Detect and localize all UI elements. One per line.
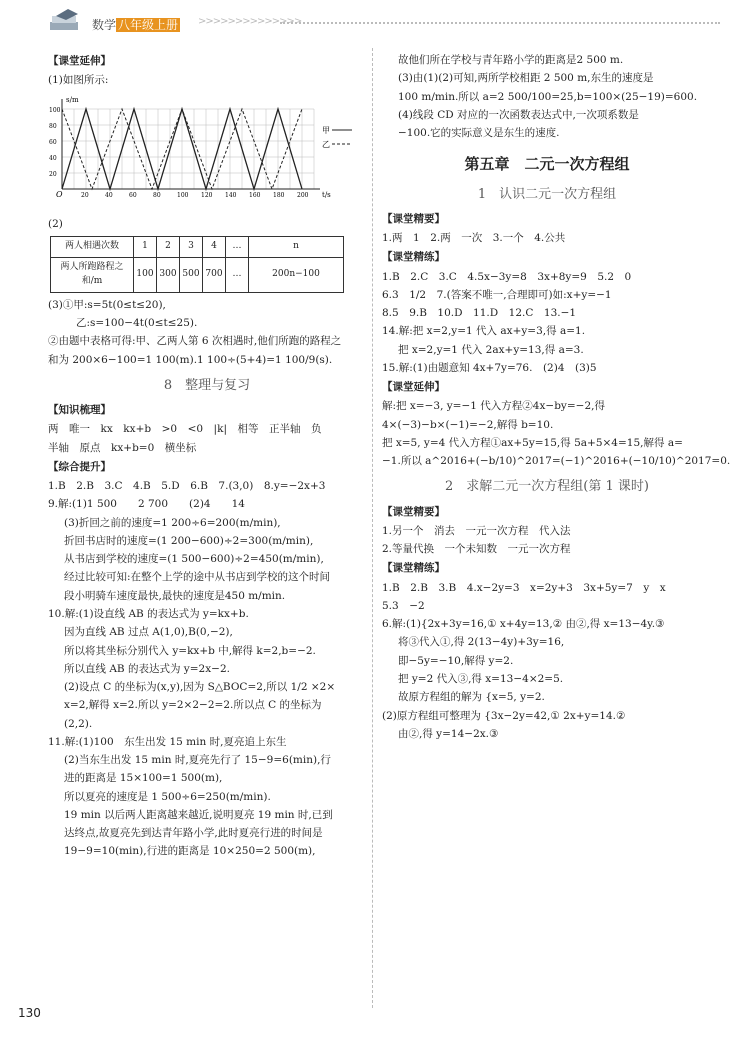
table-cell: 4 bbox=[203, 237, 226, 258]
text-line: 所以夏亮的速度是 1 500÷6=250(m/min). bbox=[64, 790, 271, 803]
text-line: 1.B 2.B 3.B 4.x−2y=3 x=2y+3 3x+5y=7 y x bbox=[382, 581, 666, 594]
text-line: 达终点,故夏亮先到达青年路小学,此时夏亮行进的时间是 bbox=[64, 827, 323, 840]
text-line: 折回书店时的速度=(1 200−600)÷2=300(m/min), bbox=[64, 534, 314, 547]
section-heading: 【课堂精练】 bbox=[382, 251, 445, 264]
table-cell: 500 bbox=[180, 258, 203, 293]
text-line: (2)设点 C 的坐标为(x,y),因为 S△BOC=2,所以 1/2 ×2× bbox=[64, 681, 336, 694]
table-cell: 1 bbox=[134, 237, 157, 258]
section-heading: 【课堂精练】 bbox=[382, 562, 445, 575]
right-column bbox=[382, 50, 731, 744]
text-line: 6.3 1/2 7.(答案不唯一,合理即可)如:x+y=−1 bbox=[382, 288, 612, 301]
text-line: (2,2). bbox=[64, 717, 93, 730]
y-ticks bbox=[49, 107, 61, 178]
text-line: 解:把 x=−3, y=−1 代入方程②4x−by=−2,得 bbox=[382, 400, 605, 413]
text-line: 9.解:(1)1 500 2 700 (2)4 14 bbox=[48, 498, 245, 511]
page-number: 130 bbox=[18, 1006, 41, 1020]
text-line: (3)①甲:s=5t(0≤t≤20), bbox=[48, 298, 166, 311]
text-line: (4)线段 CD 对应的一次函数表达式中,一次项系数是 bbox=[398, 108, 639, 121]
section-heading: 【课堂精要】 bbox=[382, 212, 445, 225]
text-line: 即−5y=−10,解得 y=2. bbox=[398, 654, 514, 667]
x-tick-label: 200 bbox=[297, 191, 309, 199]
text-line: 8.5 9.B 10.D 11.D 12.C 13.−1 bbox=[382, 307, 577, 320]
x-ticks bbox=[81, 192, 309, 199]
lesson-title: 1 认识二元一次方程组 bbox=[477, 186, 617, 202]
chapter-title: 第五章 二元一次方程组 bbox=[464, 155, 630, 174]
header-dotted-rule bbox=[280, 22, 720, 24]
legend-yi: 乙 bbox=[322, 139, 330, 149]
x-axis-label: t/s bbox=[322, 190, 331, 199]
x-tick-label: 160 bbox=[249, 191, 261, 199]
text-line: 4×(−3)−b×(−1)=−2,解得 b=10. bbox=[382, 418, 554, 431]
header-subject: 数学 bbox=[92, 18, 117, 32]
text-line: 1.另一个 消去 一元一次方程 代入法 bbox=[382, 524, 571, 537]
x-tick-label: 60 bbox=[129, 191, 137, 199]
y-axis-label: s/m bbox=[66, 95, 79, 104]
section-heading: 【知识梳理】 bbox=[48, 404, 111, 417]
text-line: 因为直线 AB 过点 A(1,0),B(0,−2), bbox=[64, 626, 233, 639]
text-line: (2)当东生出发 15 min 时,夏亮先行了 15−9=6(min),行 bbox=[64, 754, 331, 767]
text-line: 将③代入①,得 2(13−4y)+3y=16, bbox=[398, 636, 565, 649]
text-line: (3)由(1)(2)可知,两所学校相距 2 500 m,东生的速度是 bbox=[398, 72, 654, 85]
text-line: −1.所以 a^2016+(−b/10)^2017=(−1)^2016+(−10/10)^2017=0. bbox=[382, 455, 731, 468]
x-tick-label: 80 bbox=[153, 191, 161, 199]
text-line: 1.B 2.B 3.C 4.B 5.D 6.B 7.(3,0) 8.y=−2x+3 bbox=[48, 480, 326, 493]
section-heading: 【课堂精要】 bbox=[382, 505, 445, 518]
text-line: −100.它的实际意义是东生的速度. bbox=[398, 127, 560, 140]
table-cell: 200n−100 bbox=[249, 258, 344, 293]
table-row bbox=[51, 237, 344, 258]
y-tick-label: 100 bbox=[49, 106, 61, 114]
section-heading: 【综合提升】 bbox=[48, 460, 111, 473]
text-line: 2.等量代换 一个未知数 一元一次方程 bbox=[382, 543, 571, 556]
x-tick-label: 40 bbox=[105, 191, 113, 199]
table-cell: 700 bbox=[203, 258, 226, 293]
text-line: 把 y=2 代入③,得 x=13−4×2=5. bbox=[398, 672, 564, 685]
text-line: 14.解:把 x=2,y=1 代入 ax+y=3,得 a=1. bbox=[382, 325, 586, 338]
text-line: 5.3 −2 bbox=[382, 599, 425, 612]
text-line: 故他们所在学校与青年路小学的距离是2 500 m. bbox=[398, 54, 624, 66]
text-line: 1.B 2.C 3.C 4.5x−3y=8 3x+8y=9 5.2 0 bbox=[382, 270, 632, 283]
y-tick-label: 40 bbox=[49, 154, 57, 162]
text-line: (2)原方程组可整理为 {3x−2y=42,① 2x+y=14.② bbox=[382, 709, 626, 722]
text-line: (1)如图所示: bbox=[48, 74, 109, 87]
table-cell: 2 bbox=[157, 237, 180, 258]
origin-label: O bbox=[56, 189, 63, 199]
text-line: 把 x=2,y=1 代入 2ax+y=13,得 a=3. bbox=[398, 343, 584, 356]
table-cell: 100 bbox=[134, 258, 157, 293]
distance-time-graph bbox=[48, 93, 366, 203]
text-line: 6.解:(1){2x+3y=16,① x+4y=13,② 由②,得 x=13−4y.③ bbox=[382, 618, 665, 631]
x-tick-label: 140 bbox=[225, 191, 237, 199]
text-line: 19−9=10(min),行进的距离是 10×250=2 500(m), bbox=[64, 845, 316, 858]
table-cell: 3 bbox=[180, 237, 203, 258]
text-line: 10.解:(1)设直线 AB 的表达式为 y=kx+b. bbox=[48, 608, 249, 620]
text-line: (2) bbox=[48, 217, 63, 230]
text-line: 100 m/min.所以 a=2 500/100=25,b=100×(25−19)=600. bbox=[398, 90, 698, 103]
left-column bbox=[48, 50, 366, 862]
table-cell: 两人所跑路程之和/m bbox=[51, 258, 134, 293]
x-tick-label: 120 bbox=[201, 191, 213, 199]
x-tick-label: 100 bbox=[177, 191, 189, 199]
header-grade: 八年级上册 bbox=[118, 18, 179, 32]
y-tick-label: 80 bbox=[49, 122, 57, 130]
section-heading: 【课堂延伸】 bbox=[48, 55, 111, 67]
y-tick-label: 60 bbox=[49, 138, 57, 146]
y-tick-label: 20 bbox=[49, 170, 57, 178]
text-line: 19 min 以后两人距离越来越近,说明夏亮 19 min 时,已到 bbox=[64, 808, 333, 821]
text-line: 经过比较可知:在整个上学的途中从书店到学校的这个时间 bbox=[64, 571, 331, 584]
page-header bbox=[0, 0, 744, 42]
table-row bbox=[51, 258, 344, 293]
x-tick-label: 20 bbox=[81, 191, 89, 199]
x-tick-label: 180 bbox=[273, 191, 285, 199]
text-line: 所以直线 AB 的表达式为 y=2x−2. bbox=[64, 662, 230, 675]
text-line: 11.解:(1)100 东生出发 15 min 时,夏亮追上东生 bbox=[48, 735, 287, 748]
text-line: 故原方程组的解为 {x=5, y=2. bbox=[398, 691, 545, 704]
table-cell: … bbox=[226, 237, 249, 258]
text-line: 15.解:(1)由题意知 4x+7y=76. (2)4 (3)5 bbox=[382, 361, 597, 374]
text-line: 半轴 原点 kx+b=0 横坐标 bbox=[48, 441, 197, 454]
text-line: 所以将其坐标分别代入 y=kx+b 中,解得 k=2,b=−2. bbox=[64, 644, 316, 657]
text-line: 由②,得 y=14−2x.③ bbox=[398, 727, 499, 740]
header-title bbox=[92, 16, 180, 33]
table-cell: … bbox=[226, 258, 249, 293]
table-cell: 两人相遇次数 bbox=[51, 237, 134, 258]
text-line: 把 x=5, y=4 代入方程①ax+5y=15,得 5a+5×4=15,解得 a= bbox=[382, 436, 683, 449]
text-line: 和为 200×6−100=1 100(m).1 100÷(5+4)=1 100/9(s). bbox=[48, 353, 333, 366]
text-line: 两 唯一 kx kx+b >0 <0 |k| 相等 正半轴 负 bbox=[48, 423, 322, 436]
table-cell: n bbox=[249, 237, 344, 258]
text-line: 1.两 1 2.两 一次 3.一个 4.公共 bbox=[382, 231, 566, 244]
table-cell: 300 bbox=[157, 258, 180, 293]
lesson-title: 8 整理与复习 bbox=[163, 377, 251, 393]
text-line: 进的距离是 15×100=1 500(m), bbox=[64, 772, 223, 785]
book-stack-icon bbox=[48, 8, 82, 34]
lesson-title: 2 求解二元一次方程组(第 1 课时) bbox=[445, 479, 649, 495]
section-heading: 【课堂延伸】 bbox=[382, 381, 445, 394]
text-line: x=2,解得 x=2.所以 y=2×2−2=2.所以点 C 的坐标为 bbox=[64, 699, 322, 712]
text-line: (3)折回之前的速度=1 200÷6=200(m/min), bbox=[64, 516, 281, 529]
text-line: 乙:s=100−4t(0≤t≤25). bbox=[76, 317, 198, 330]
column-divider bbox=[372, 48, 373, 1008]
header-chevrons: >>>>>>>>>>>>>> bbox=[198, 16, 302, 27]
meeting-table bbox=[50, 236, 344, 293]
legend-jia: 甲 bbox=[322, 125, 330, 135]
text-line: 段小明骑车速度最快,最快的速度是450 m/min. bbox=[64, 589, 286, 602]
text-line: 从书店到学校的速度=(1 500−600)÷2=450(m/min), bbox=[64, 553, 324, 566]
text-line: ②由题中表格可得:甲、乙两人第 6 次相遇时,他们所跑的路程之 bbox=[48, 335, 342, 348]
